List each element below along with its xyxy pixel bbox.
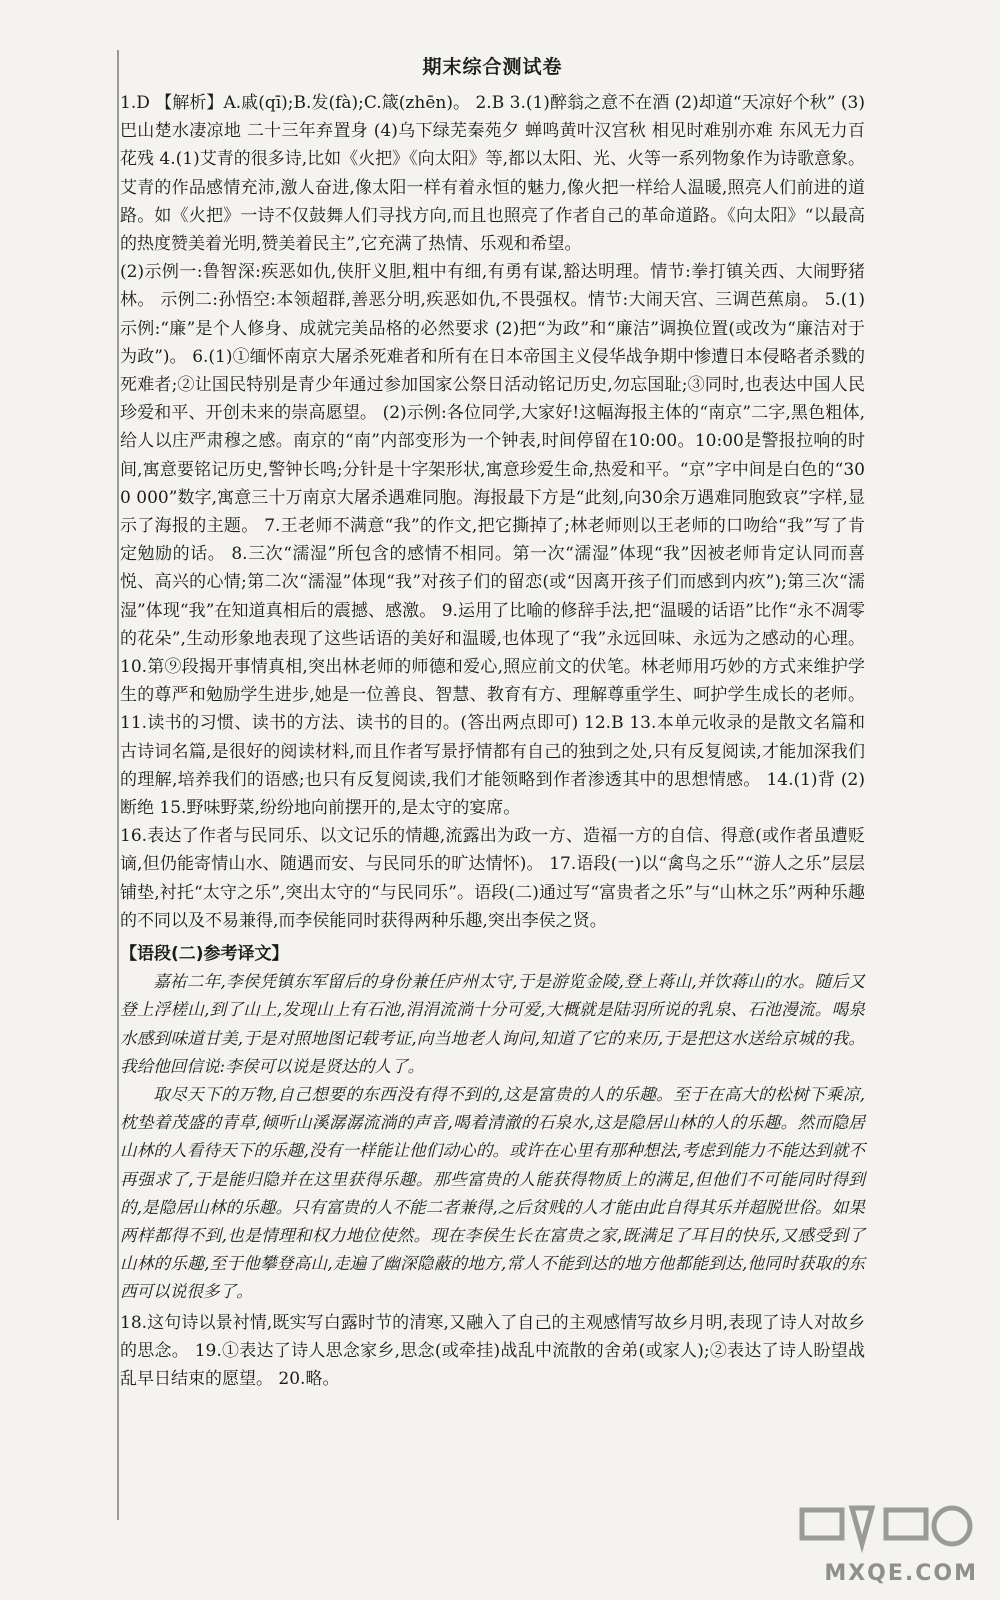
- translation-block: [120, 968, 865, 1306]
- margin-line: [117, 50, 119, 1520]
- answer-paragraph-2: (2)示例一:鲁智深:疾恶如仇,侠肝义胆,粗中有细,有勇有谋,豁达明理。情节:拳打镇关西、大闹野猪林。 示例二:孙悟空:本领超群,善恶分明,疾恶如仇,不畏强权。情节:大闹天宫、三调芭蕉扇。 5.(1)示例:“廉”是个人修身、成就完美品格的必然要求 (2)把“为政”和“廉洁”调换位置(或改为“廉洁对于为政”)。 6.(1)①缅怀南京大屠杀死难者和所有在日本帝国主义侵华战争期中惨遭日本侵略者杀戮的死难者;②让国民特别是青少年通过参加国家公祭日活动铭记历史,勿忘国耻;③同时,也表达中国人民珍爱和平、开创未来的崇高愿望。 (2)示例:各位同学,大家好!这幅海报主体的“南京”二字,黑色粗体,给人以庄严肃穆之感。南京的“南”内部变形为一个钟表,时间停留在10:00。10:00是警报拉响的时间,寓意要铭记历史,警钟长鸣;分针是十字架形状,寓意珍爱生命,热爱和平。“京”字中间是白色的“300 000”数字,寓意三十万南京大屠杀遇难同胞。海报最下方是“此刻,向30余万遇难同胞致哀”字样,显示了海报的主题。 7.王老师不满意“我”的作文,把它撕掉了;林老师则以王老师的口吻给“我”写了肯定勉励的话。 8.三次“濡湿”所包含的感情不相同。第一次“濡湿”体现“我”因被老师肯定认同而喜悦、高兴的心情;第二次“濡湿”体现“我”对孩子们的留恋(或“因离开孩子们而感到内疚”);第三次“濡湿”体现“我”在知道真相后的震撼、感激。 9.运用了比喻的修辞手法,把“温暖的话语”比作“永不凋零的花朵”,生动形象地表现了这些话语的美好和温暖,也体现了“我”永远回味、永远为之感动的心理。 10.第⑨段揭开事情真相,突出林老师的师德和爱心,照应前文的伏笔。林老师用巧妙的方式来维护学生的尊严和勉励学生进步,她是一位善良、智慧、教育有方、理解尊重学生、呵护学生成长的老师。 11.读书的习惯、读书的方法、读书的目的。(答出两点即可) 12.B 13.本单元收录的是散文名篇和古诗词名篇,是很好的阅读材料,而且作者写景抒情都有自己的独到之处,只有反复阅读,才能加深我们的理解,培养我们的语感;也只有反复阅读,我们才能领略到作者渗透其中的思想情感。 14.(1)背 (2)断绝 15.野味野菜,纷纷地向前摆开的,是太守的宴席。: [120, 262, 865, 819]
- answer-paragraph-1: 1.D 【解析】A.戚(qī);B.发(fà);C.箴(zhēn)。 2.B 3.(1)醉翁之意不在酒 (2)却道“天凉好个秋” (3)巴山楚水凄凉地 二十三年弃置身 (4)乌下绿芜秦苑夕 蝉鸣黄叶汉宫秋 相见时难别亦难 东风无力百花残 4.(1)艾青的很多诗,比如《火把》《向太阳》等,都以太阳、光、火等一系列物象作为诗歌意象。艾青的作品感情充沛,激人奋进,像太阳一样有着永恒的魅力,像火把一样给人温暖,照亮人们前进的道路。如《火把》一诗不仅鼓舞人们寻找方向,而且也照亮了作者自己的革命道路。《向太阳》“以最高的热度赞美着光明,赞美着民主”,它充满了热情、乐观和希望。: [120, 93, 866, 255]
- answer-page: [120, 42, 865, 1512]
- translation-paragraph-1: 嘉祐二年,李侯凭镇东军留后的身份兼任庐州太守,于是游览金陵,登上蒋山,并饮蒋山的水。随后又登上浮槎山,到了山上,发现山上有石池,涓涓流淌十分可爱,大概就是陆羽所说的乳泉、石池漫流。喝泉水感到味道甘美,于是对照地图记载考证,向当地老人询问,知道了它的来历,于是把这水送给京城的我。我给他回信说:李侯可以说是贤达的人了。: [120, 972, 865, 1076]
- translation-heading: 【语段(二)参考译文】: [120, 944, 289, 965]
- watermark-text: MXQE.COM: [824, 1561, 978, 1586]
- answer-paragraph-tail: 18.这句诗以景衬情,既实写白露时节的清寒,又融入了自己的主观感情写故乡月明,表现了诗人对故乡的思念。 19.①表达了诗人思念家乡,思念(或牵挂)战乱中流散的舍弟(或家人);②表达了诗人盼望战乱早日结束的愿望。 20.略。: [120, 1312, 865, 1389]
- page-title: 期末综合测试卷: [422, 56, 563, 78]
- translation-paragraph-2: 取尽天下的万物,自己想要的东西没有得不到的,这是富贵的人的乐趣。至于在高大的松树下乘凉,枕垫着茂盛的青草,倾听山溪潺潺流淌的声音,喝着清澈的石泉水,这是隐居山林的人的乐趣。然而隐居山林的人看待天下的乐趣,没有一样能让他们动心的。或许在心里有那种想法,考虑到能力不能达到就不再强求了,于是能归隐并在这里获得乐趣。那些富贵的人能获得物质上的满足,但他们不可能同时得到的,是隐居山林的乐趣。只有富贵的人不能二者兼得,之后贫贱的人才能由此自得其乐并超脱世俗。如果两样都得不到,也是情理和权力地位使然。现在李侯生长在富贵之家,既满足了耳目的快乐,又感受到了山林的乐趣,至于他攀登高山,走遍了幽深隐蔽的地方,常人不能到达的地方他都能到达,他同时获取的东西可以说很多了。: [120, 1084, 865, 1302]
- answer-paragraph-3: 16.表达了作者与民同乐、以文记乐的情趣,流露出为政一方、造福一方的自信、得意(或作者虽遭贬谪,但仍能寄情山水、随遇而安、与民同乐的旷达情怀)。 17.语段(一)以“禽鸟之乐”“游人之乐”层层铺垫,衬托“太守之乐”,突出太守的“与民同乐”。语段(二)通过写“富贵者之乐”与“山林之乐”两种乐趣的不同以及不易兼得,而李侯能同时获得两种乐趣,突出李侯之贤。: [120, 826, 865, 931]
